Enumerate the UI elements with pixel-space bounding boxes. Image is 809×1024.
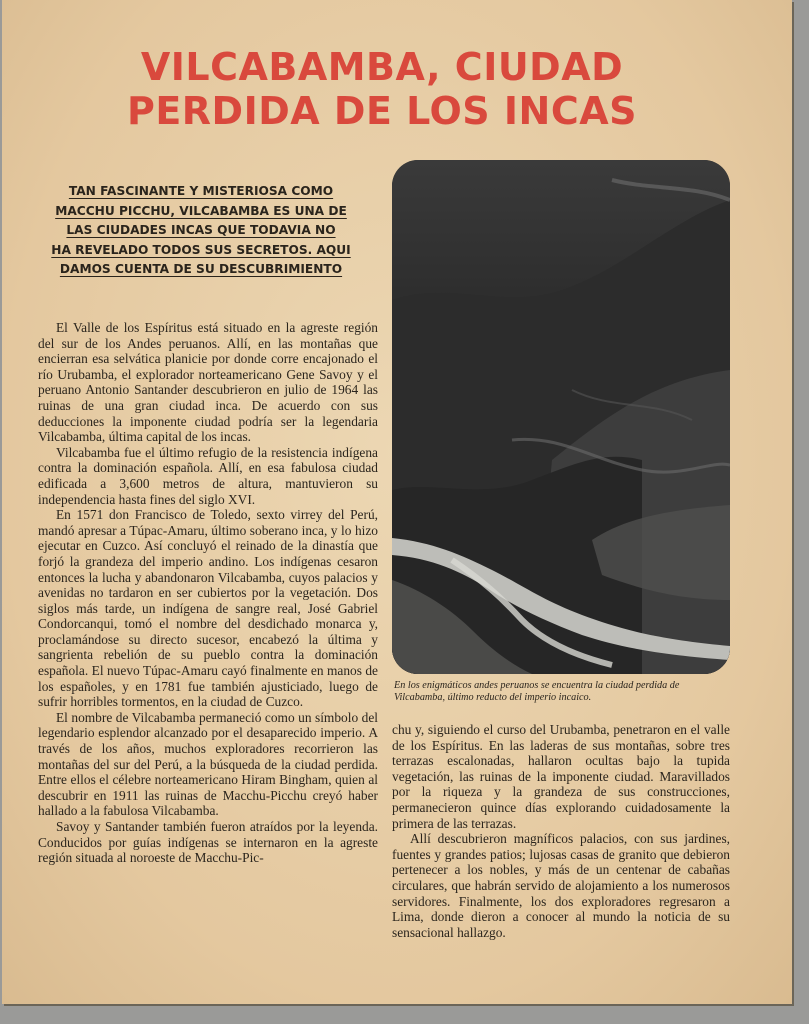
article-title-line-1: VILCABAMBA, CIUDAD <box>140 45 624 89</box>
body-paragraph: Vilcabamba fue el último refugio de la resistencia indígena contra la dominación española. Allí, en esa fabulosa ciudad edificada a 3,600 metros de altura, mantuvieron su independencia hasta fines del siglo XVI. <box>38 444 378 507</box>
intro-line: HA REVELADO TODOS SUS SECRETOS. AQUI <box>51 242 351 257</box>
body-paragraph: chu y, siguiendo el curso del Urubamba, penetraron en el valle de los Espíritus. En las laderas de sus montañas, sobre tres terrazas escalonadas, hallaron ocultas bajo la tupida vegetación, las ruinas de la imponente ciudad. Maravillados por la riqueza y la grandeza de sus construcciones, permanecieron quince días explorando cuidadosamente la primera de las terrazas. <box>392 722 730 831</box>
andes-valley-photo <box>392 160 730 674</box>
mountain-valley-illustration <box>392 160 730 674</box>
magazine-page <box>2 0 792 1004</box>
body-column-left <box>38 320 378 866</box>
intro-line: TAN FASCINANTE Y MISTERIOSA COMO <box>68 184 334 198</box>
body-paragraph: Savoy y Santander también fueron atraídos por la leyenda. Conducidos por guías indígenas se internaron en la agreste región situada al noroeste de Macchu-Pic- <box>38 819 378 866</box>
photo-caption: En los enigmáticos andes peruanos se encuentra la ciudad perdida de Vilcabamba, último reducto del imperio incaico. <box>394 680 680 704</box>
article-title-line-2: PERDIDA DE LOS INCAS <box>126 89 638 133</box>
body-paragraph: En 1571 don Francisco de Toledo, sexto virrey del Perú, mandó apresar a Túpac-Amaru, último soberano inca, y lo hizo ejecutar en Cuzco. Así concluyó el reinado de la dinastía que forjó la grandeza del imperio andino. Los indígenas cesaron entonces la lucha y abandonaron Vilcabamba, cuyos palacios y avenidas no tardaron en ser cubiertos por la vegetación. Dos siglos más tarde, un indígena de sangre real, José Gabriel Condorcanqui, tomó el nombre del desdichado monarca y, proclamándose su directo sucesor, encabezó la última y sangrienta rebelión de su pueblo contra la dominación española. El nuevo Túpac-Amaru cayó finalmente en manos de los españoles, y en 1781 fue también ajusticiado, luego de sufrir horribles tormentos, en la ciudad de Cuzco. <box>38 507 378 710</box>
intro-line: LAS CIUDADES INCAS QUE TODAVIA NO <box>66 223 336 238</box>
intro-line: DAMOS CUENTA DE SU DESCUBRIMIENTO <box>59 262 343 277</box>
body-column-right <box>392 722 730 940</box>
body-paragraph: El nombre de Vilcabamba permaneció como un símbolo del legendario esplendor alcanzado por el desaparecido imperio. A través de los años, muchos exploradores recorrieron las montañas del sur del Perú, a la búsqueda de la ciudad perdida. Entre ellos el célebre norteamericano Hiram Bingham, quien al descubrir en 1911 las ruinas de Macchu-Picchu creyó haber hallado a la fabulosa Vilcabamba. <box>38 709 378 819</box>
intro-line: MACCHU PICCHU, VILCABAMBA ES UNA DE <box>55 203 347 218</box>
body-paragraph: El Valle de los Espíritus está situado en la agreste región del sur de los Andes peruanos. Allí, en las montañas que encierran esa selvática planicie por donde corre encajonado el río Urubamba, el explorador norteamericano Gene Savoy y el peruano Antonio Santander descubrieron en julio de 1964 las ruinas de una gran ciudad inca. De acuerdo con sus deducciones la imponente ciudad podría ser la legendaria Vilcabamba, última capital de los incas. <box>38 320 378 445</box>
article-intro <box>38 182 364 280</box>
body-paragraph: Allí descubrieron magníficos palacios, con sus jardines, fuentes y grandes patios; lujosas casas de granito que debieron pertenecer a los nobles, y más de un centenar de cabañas circulares, que habrán servido de alojamiento a los numerosos servidores. Finalmente, los dos exploradores regresaron a Lima, donde dieron a conocer al mundo la noticia de su sensacional hallazgo. <box>392 831 730 940</box>
